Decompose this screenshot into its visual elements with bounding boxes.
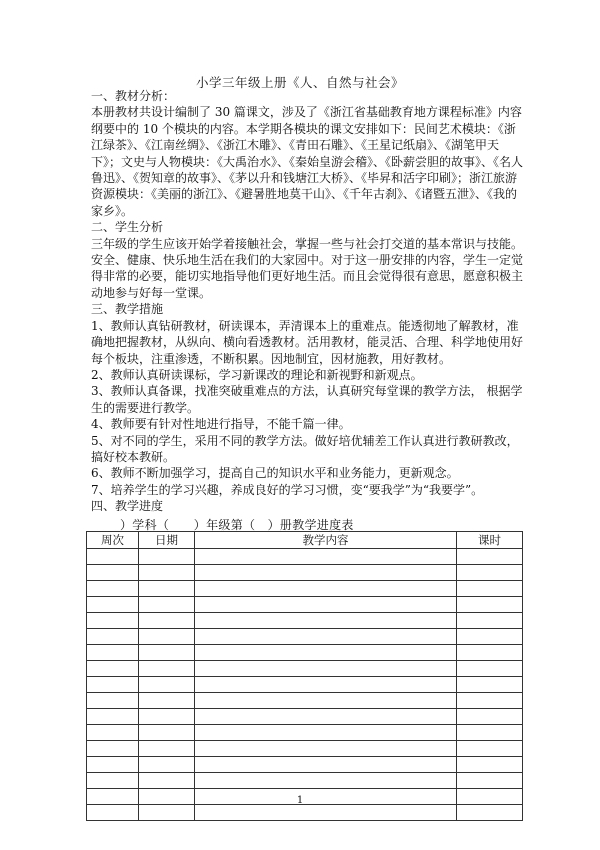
table-row <box>87 597 523 613</box>
table-cell <box>195 693 457 709</box>
page-number: 1 <box>296 795 304 806</box>
table-row <box>87 613 523 629</box>
table-cell <box>457 757 523 773</box>
table-row <box>87 725 523 741</box>
document-body <box>91 88 523 515</box>
table-cell <box>139 581 195 597</box>
table-cell <box>195 741 457 757</box>
table-row <box>87 629 523 645</box>
table-cell <box>195 757 457 773</box>
table-cell <box>139 741 195 757</box>
table-cell <box>139 597 195 613</box>
measure-item-1: 1、教师认真钻研教材，研读课本，弄清课本上的重难点。能透彻地了解教材，准确地把握教材，从纵向、横向看透教材。活用教材，能灵活、合理、科学地使用好每个板块，注重渗透，不断积累。因地制宜，因材施教，用好教材。 <box>91 318 524 366</box>
table-cell <box>195 709 457 725</box>
table-cell <box>87 613 139 629</box>
measure-item-4: 4、教师要有针对性地进行指导，不能千篇一律。 <box>91 417 351 432</box>
table-cell <box>87 597 139 613</box>
heading-material-analysis: 一、教材分析： <box>91 89 176 103</box>
measure-item-2: 2、教师认真研读课标，学习新课改的理论和新视野和新观点。 <box>91 367 423 382</box>
header-date: 日期 <box>139 532 195 549</box>
heading-teaching-schedule: 四、教学进度 <box>91 499 164 514</box>
table-cell <box>139 549 195 565</box>
table-cell <box>87 757 139 773</box>
measure-item-3: 3、教师认真备课，找准突破重难点的方法，认真研究每堂课的教学方法， 根据学生的需要进行教学。 <box>91 384 523 415</box>
table-cell <box>139 629 195 645</box>
table-cell <box>139 661 195 677</box>
table-cell <box>139 805 195 821</box>
table-cell <box>139 565 195 581</box>
table-cell <box>139 693 195 709</box>
table-cell <box>87 693 139 709</box>
header-content: 教学内容 <box>195 532 457 549</box>
measure-item-6: 6、教师不断加强学习，提高自己的知识水平和业务能力，更新观念。 <box>91 466 459 481</box>
table-row <box>87 581 523 597</box>
table-cell <box>87 805 139 821</box>
table-cell <box>195 805 457 821</box>
table-cell <box>457 805 523 821</box>
table-row <box>87 661 523 677</box>
table-cell <box>139 757 195 773</box>
measure-item-5: 5、对不同的学生，采用不同的教学方法。做好培优辅差工作认真进行教研教改，搞好校本教研。 <box>91 433 519 464</box>
table-row <box>87 757 523 773</box>
table-cell <box>139 645 195 661</box>
table-row <box>87 773 523 789</box>
table-cell <box>457 709 523 725</box>
table-cell <box>87 741 139 757</box>
table-cell <box>87 725 139 741</box>
header-week: 周次 <box>87 532 139 549</box>
table-row <box>87 709 523 725</box>
table-cell <box>195 645 457 661</box>
table-cell <box>457 629 523 645</box>
table-cell <box>87 661 139 677</box>
document-title: 小学三年级上册《人、自然与社会》 <box>195 75 404 90</box>
paragraph-material-analysis: 本册教材共设计编制了 30 篇课文，涉及了《浙江省基础教育地方课程标准》内容纲要中的 10 个模块的内容。本学期各模块的课文安排如下：民间艺术模块：《浙江绿茶》、《江南丝绸》、《浙江木雕》、《青田石雕》、《王星记纸扇》、《湖笔甲天下》；文史与人物模块：《大禹治水》、《秦始皇游会稽》、《卧薪尝胆的故事》、《名人鲁迅》、《贺知章的故事》、《茅以升和钱塘江大桥》、《毕昇和活字印刷》；浙江旅游资源模块：《美丽的浙江》、《避暑胜地莫干山》、《千年古刹》、《诸暨五泄》、《我的家乡》。 <box>91 105 524 218</box>
table-cell <box>139 613 195 629</box>
schedule-table-caption: ）学科（ ）年级第（ ）册教学进度表 <box>120 518 354 532</box>
table-cell <box>195 773 457 789</box>
table-cell <box>87 565 139 581</box>
table-row <box>87 677 523 693</box>
table-cell <box>139 725 195 741</box>
table-cell <box>457 581 523 597</box>
table-row <box>87 805 523 821</box>
table-row <box>87 741 523 757</box>
table-cell <box>139 709 195 725</box>
table-cell <box>457 597 523 613</box>
table-cell <box>195 677 457 693</box>
table-row <box>87 549 523 565</box>
heading-student-analysis: 二、学生分析 <box>91 220 164 235</box>
table-cell <box>87 549 139 565</box>
header-periods: 课时 <box>457 532 523 549</box>
table-cell <box>195 613 457 629</box>
table-cell <box>457 613 523 629</box>
table-cell <box>87 629 139 645</box>
table-cell <box>87 677 139 693</box>
schedule-header-row <box>87 532 523 549</box>
table-cell <box>457 741 523 757</box>
table-cell <box>87 773 139 789</box>
table-cell <box>457 549 523 565</box>
paragraph-student-analysis: 三年级的学生应该开始学着接触社会，掌握一些与社会打交道的基本常识与技能。安全、健康、快乐地生活在我们的大家园中。对于这一册安排的内容，学生一定觉得非常的必要，能切实地指导他们更好地生活。而且会觉得很有意思，愿意积极主动地参与好每一堂课。 <box>91 236 524 300</box>
table-cell <box>457 565 523 581</box>
table-row <box>87 645 523 661</box>
table-cell <box>195 597 457 613</box>
table-cell <box>195 581 457 597</box>
table-cell <box>457 645 523 661</box>
table-row <box>87 693 523 709</box>
table-cell <box>139 677 195 693</box>
table-cell <box>195 725 457 741</box>
measure-item-7: 7、培养学生的学习兴趣，养成良好的学习习惯，变“要我学”为“我要学”。 <box>91 482 484 497</box>
table-cell <box>139 773 195 789</box>
table-cell <box>195 549 457 565</box>
table-cell <box>87 709 139 725</box>
table-cell <box>457 677 523 693</box>
table-cell <box>457 661 523 677</box>
table-cell <box>457 693 523 709</box>
table-cell <box>457 773 523 789</box>
table-cell <box>195 661 457 677</box>
table-cell <box>87 581 139 597</box>
table-cell <box>457 725 523 741</box>
table-row <box>87 565 523 581</box>
table-cell <box>195 565 457 581</box>
heading-teaching-measures: 三、教学措施 <box>91 302 164 317</box>
schedule-table <box>86 531 523 821</box>
table-cell <box>87 645 139 661</box>
table-cell <box>195 629 457 645</box>
schedule-table-body <box>87 549 523 821</box>
